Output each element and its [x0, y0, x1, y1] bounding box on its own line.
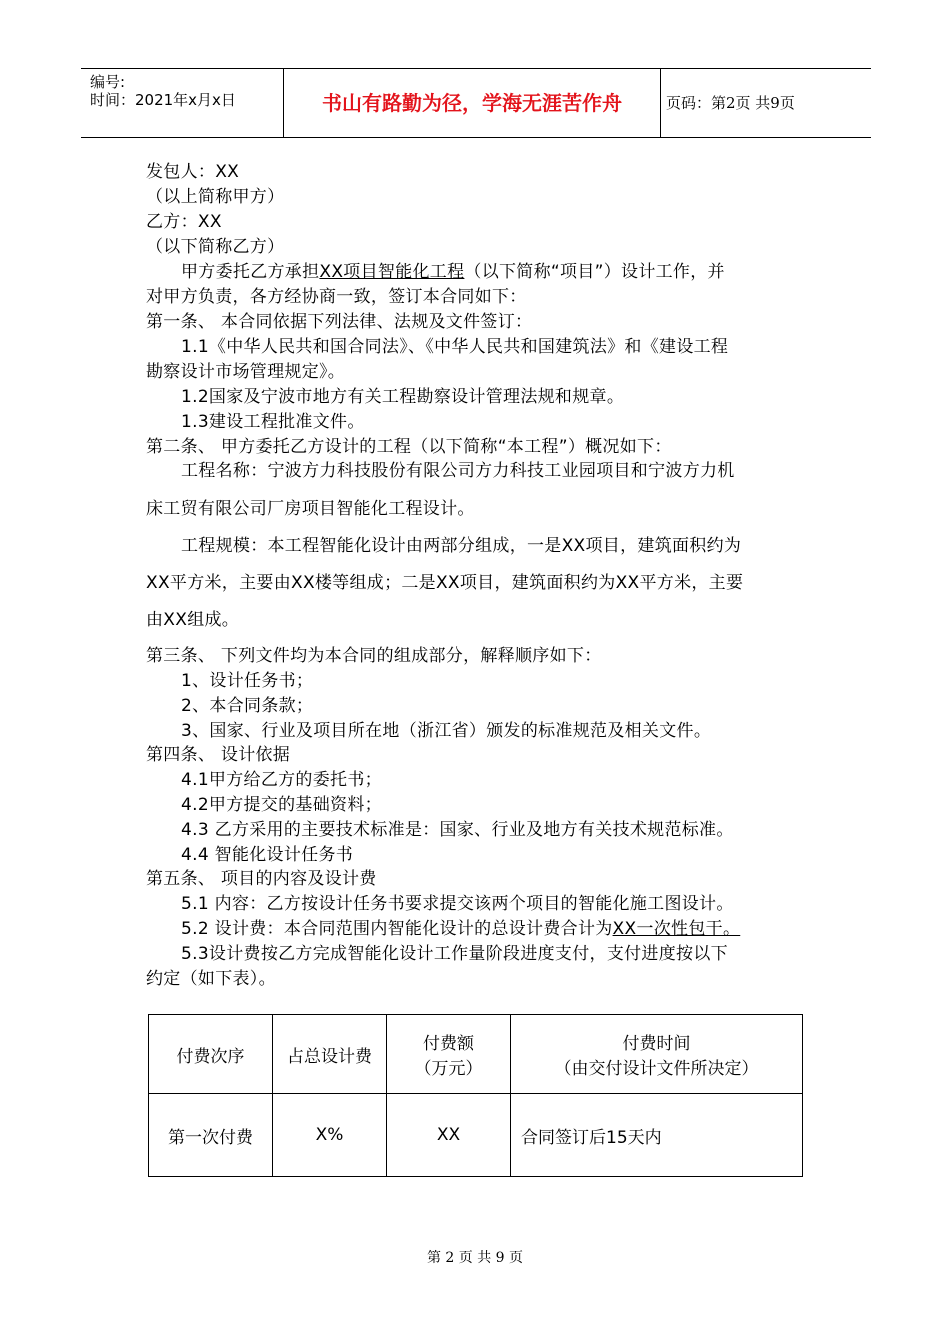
clause-5-3: 5.3设计费按乙方完成智能化设计工作量阶段进度支付，支付进度按以下 — [181, 944, 728, 964]
intro-text: 甲方委托乙方承担 — [181, 262, 320, 282]
clause-4-3: 4.3 乙方采用的主要技术标准是：国家、行业及地方有关技术规范标准。 — [181, 820, 734, 840]
clause-4-2: 4.2甲方提交的基础资料； — [181, 795, 382, 815]
clause-1-1-cont: 勘察设计市场管理规定》。 — [146, 362, 346, 382]
party-a-note: （以上简称甲方） — [146, 187, 285, 207]
article-3-heading: 第三条、 下列文件均为本合同的组成部分，解释顺序如下： — [146, 646, 602, 666]
table-cell: 合同签订后15天内 — [511, 1094, 803, 1177]
intro-paragraph-line — [181, 261, 725, 283]
article-5-heading: 第五条、 项目的内容及设计费 — [146, 869, 377, 889]
project-scale-line: 工程规模：本工程智能化设计由两部分组成，一是XX项目，建筑面积约为 — [181, 536, 742, 556]
clause-4-4: 4.4 智能化设计任务书 — [181, 845, 354, 865]
project-name-line-cont: 床工贸有限公司厂房项目智能化工程设计。 — [146, 499, 475, 519]
table-header-cell — [387, 1015, 511, 1094]
page-footer: 第 2 页 共 9 页 — [426, 1250, 524, 1266]
page-header — [81, 68, 871, 138]
clause-1-2: 1.2国家及宁波市地方有关工程勘察设计管理法规和规章。 — [181, 387, 625, 407]
header-text: 付费时间 — [622, 1034, 691, 1054]
clause-4-1: 4.1甲方给乙方的委托书； — [181, 770, 382, 790]
payment-table — [148, 1014, 803, 1177]
project-scale-line-cont: XX平方米，主要由XX楼等组成；二是XX项目，建筑面积约为XX平方米，主要 — [146, 573, 744, 593]
table-cell: XX — [387, 1094, 511, 1177]
party-b-note: （以下简称乙方） — [146, 237, 285, 257]
table-header-cell: 付费次序 — [149, 1015, 273, 1094]
contractor-line: 发包人：XX — [146, 162, 240, 182]
header-text: 付费额 — [423, 1034, 474, 1054]
list-item: 3、国家、行业及项目所在地（浙江省）颁发的标准规范及相关文件。 — [181, 721, 712, 741]
document-number: 编号: — [90, 73, 126, 91]
project-name: XX项目智能化工程 — [319, 262, 465, 282]
document-time: 时间：2021年x月x日 — [90, 91, 236, 109]
party-b-line: 乙方：XX — [146, 212, 222, 232]
clause-1-3: 1.3建设工程批准文件。 — [181, 412, 365, 432]
table-header-row — [149, 1015, 803, 1094]
fee-amount: XX一次性包干。 — [612, 919, 741, 939]
clause-5-2 — [181, 918, 740, 940]
header-page-info: 页码：第2页 共9页 — [666, 94, 795, 112]
article-1-heading: 第一条、 本合同依据下列法律、法规及文件签订： — [146, 312, 533, 332]
fee-text: 5.2 设计费：本合同范围内智能化设计的总设计费合计为 — [181, 919, 613, 939]
clause-1-1: 1.1《中华人民共和国合同法》、《中华人民共和国建筑法》和《建设工程 — [181, 337, 729, 357]
clause-5-3-cont: 约定（如下表）。 — [146, 969, 276, 989]
table-row — [149, 1094, 803, 1177]
table-header-cell: 占总设计费 — [273, 1015, 387, 1094]
table-cell: X% — [273, 1094, 387, 1177]
header-meta — [81, 69, 284, 137]
article-4-heading: 第四条、 设计依据 — [146, 745, 291, 765]
clause-5-1: 5.1 内容：乙方按设计任务书要求提交该两个项目的智能化施工图设计。 — [181, 894, 734, 914]
intro-text-end: （以下简称“项目”）设计工作，并 — [464, 262, 725, 282]
intro-paragraph-line: 对甲方负责，各方经协商一致，签订本合同如下： — [146, 287, 527, 307]
project-scale-line-end: 由XX组成。 — [146, 610, 240, 630]
table-header-cell — [511, 1015, 803, 1094]
project-name-line: 工程名称：宁波方力科技股份有限公司方力科技工业园项目和宁波方力机 — [181, 461, 735, 481]
header-text: （万元） — [414, 1059, 483, 1079]
header-motto: 书山有路勤为径，学海无涯苦作舟 — [284, 69, 661, 137]
list-item: 2、本合同条款； — [181, 696, 314, 716]
header-text: （由交付设计文件所决定） — [554, 1059, 759, 1079]
article-2-heading: 第二条、 甲方委托乙方设计的工程（以下简称“本工程”）概况如下： — [146, 437, 672, 457]
list-item: 1、设计任务书； — [181, 671, 314, 691]
table-cell: 第一次付费 — [149, 1094, 273, 1177]
